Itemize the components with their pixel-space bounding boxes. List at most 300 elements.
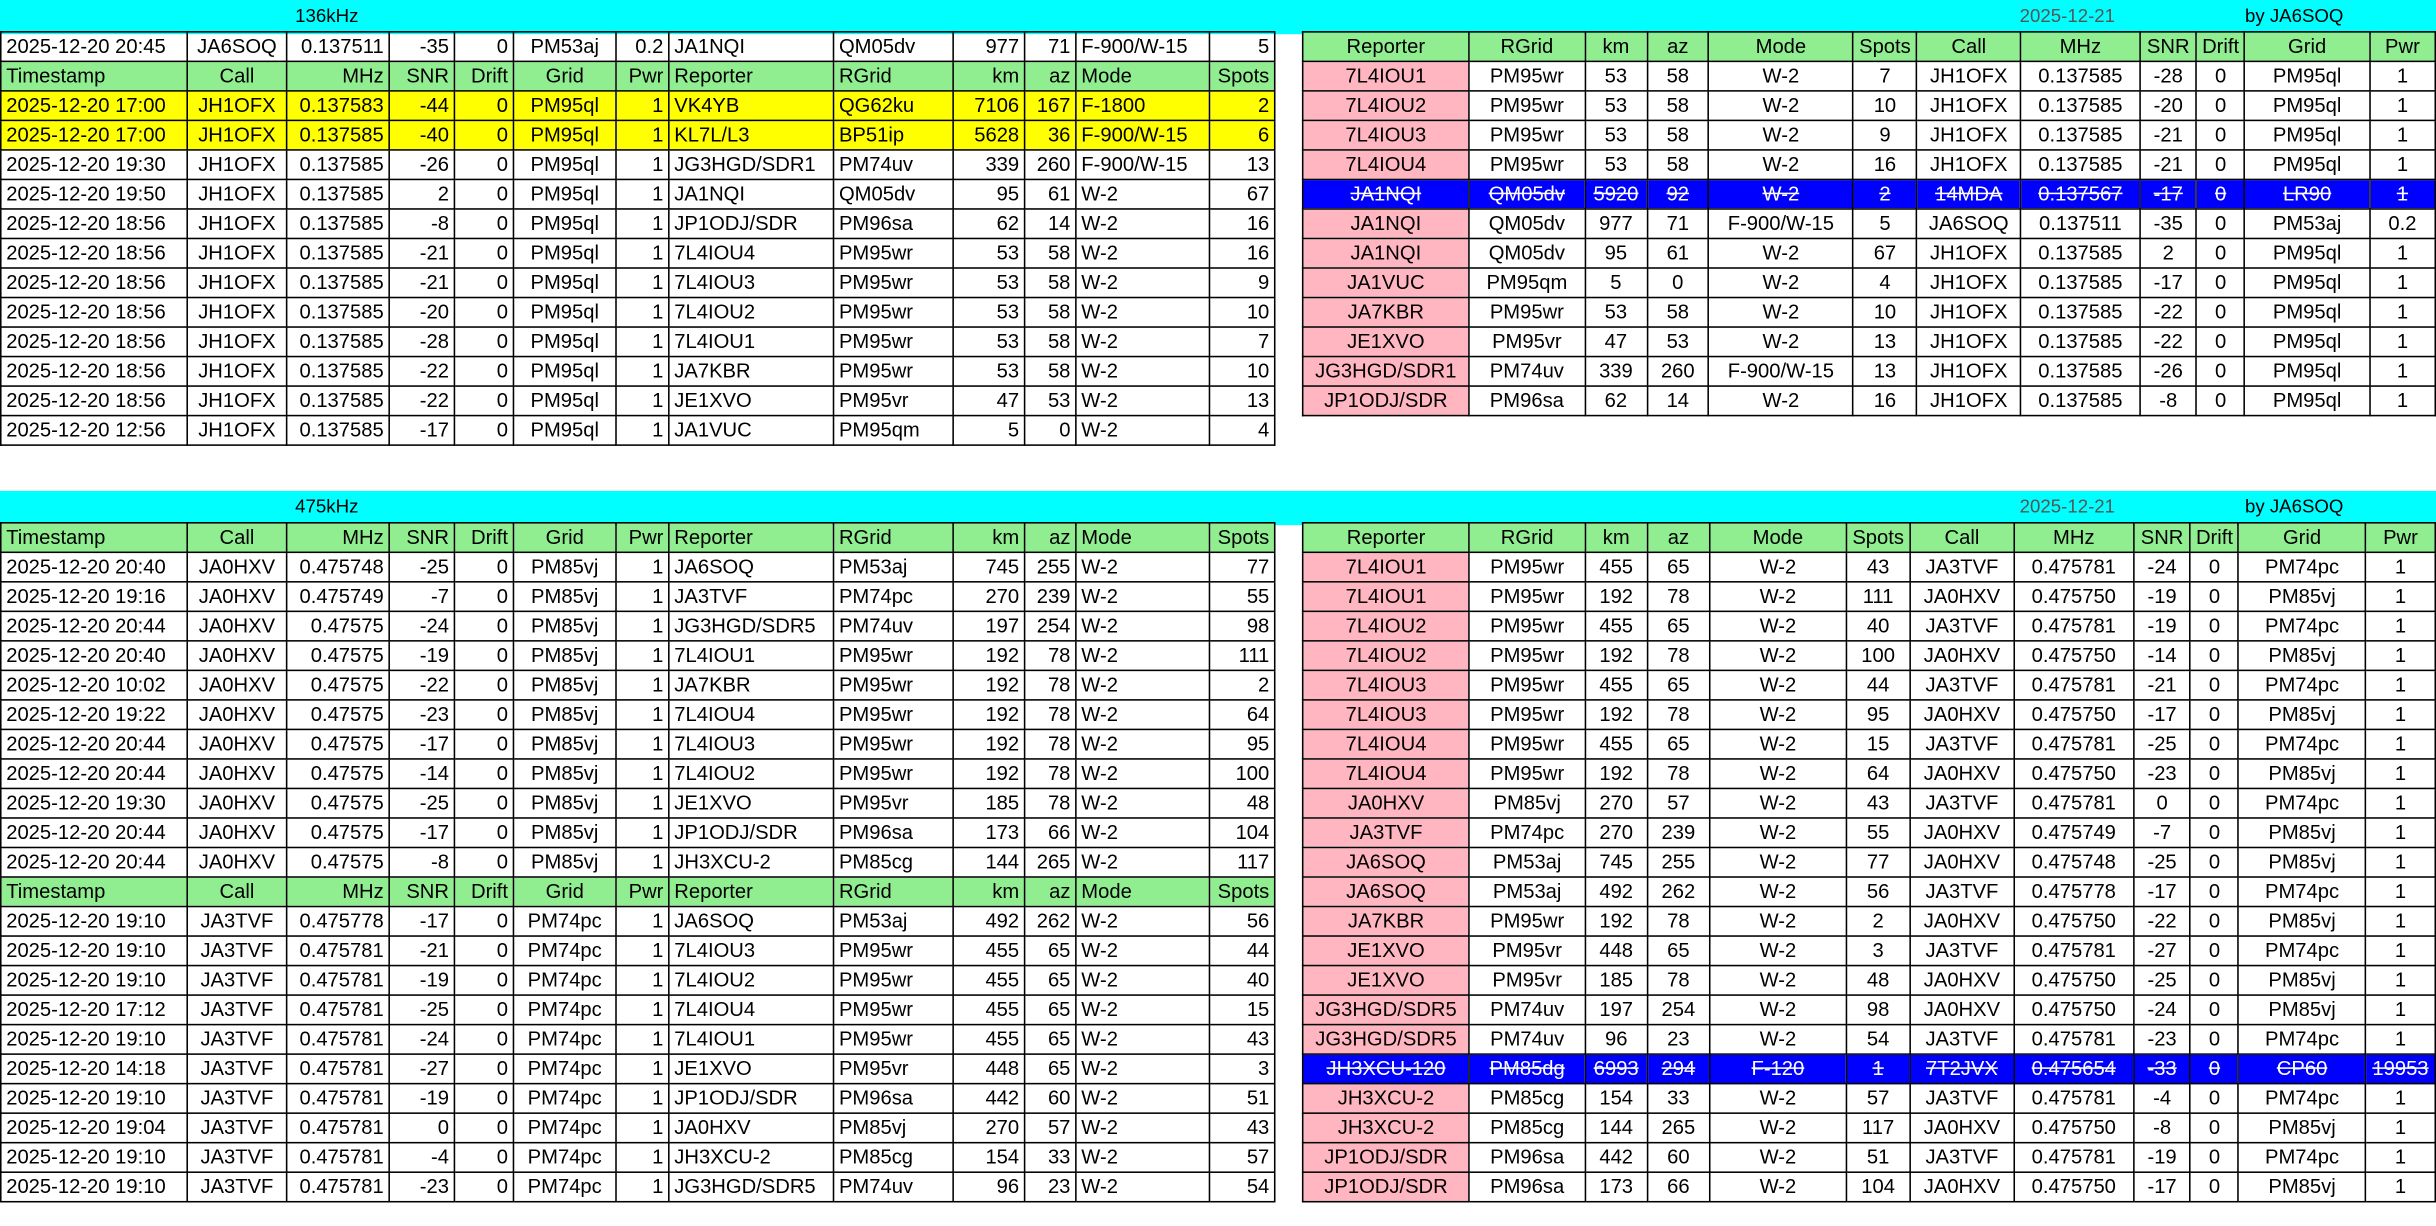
table-cell: 0 (454, 582, 513, 612)
column-header: RGrid (834, 523, 954, 553)
table-row (1303, 298, 2436, 328)
table-cell: 77 (1846, 847, 1910, 877)
table-cell: 0.475781 (287, 1054, 390, 1084)
column-header: az (1025, 523, 1076, 553)
table-cell: 192 (953, 729, 1024, 759)
table-cell: 53 (953, 327, 1024, 357)
table-cell: -20 (2140, 91, 2197, 121)
table-cell: PM95wr (834, 936, 954, 966)
table-cell: 53 (1647, 327, 1709, 357)
table-cell: PM85cg (1469, 1113, 1585, 1143)
table-cell: PM74pc (513, 1143, 616, 1173)
table-cell: -8 (2140, 386, 2197, 416)
table-cell: PM74uv (1469, 357, 1585, 387)
table-cell: PM85vj (513, 611, 616, 641)
table-cell: 0.475781 (2014, 1084, 2134, 1114)
table-cell: 1 (616, 670, 669, 700)
table-cell: 66 (1647, 1172, 1709, 1202)
table-cell: JH1OFX (1917, 61, 2021, 91)
table-cell: PM53aj (1469, 847, 1585, 877)
table-cell: 57 (1025, 1113, 1076, 1143)
table-cell: 78 (1647, 582, 1709, 612)
header-row (1303, 32, 2436, 62)
table-cell: 47 (953, 386, 1024, 416)
table-cell: JH1OFX (1917, 120, 2021, 150)
table-cell: 10 (1209, 298, 1274, 328)
table-cell: 7106 (953, 91, 1024, 121)
table-row (1303, 611, 2436, 641)
table-cell: 55 (1209, 582, 1274, 612)
table-cell: PM85vj (2238, 700, 2365, 730)
table-cell: -35 (389, 32, 454, 62)
table-cell: 270 (1585, 788, 1647, 818)
table-cell: 9 (1853, 120, 1916, 150)
table-cell: 0.137585 (2021, 91, 2140, 121)
table-cell: 62 (1585, 386, 1647, 416)
table-row (1303, 552, 2436, 582)
table-cell: JA1NQI (669, 179, 834, 209)
table-cell: W-2 (1709, 670, 1846, 700)
table-cell: 1 (2366, 552, 2436, 582)
table-cell: PM74pc (2238, 1025, 2365, 1055)
table-cell: 77 (1209, 552, 1274, 582)
table-cell: PM95vr (1469, 936, 1585, 966)
table-cell: 492 (953, 907, 1024, 937)
table-cell: 1 (2366, 1025, 2436, 1055)
table-cell: -24 (2134, 552, 2191, 582)
table-cell: 0 (454, 611, 513, 641)
table-cell: JA0HXV (1910, 582, 2014, 612)
table-cell: 78 (1647, 966, 1709, 996)
table-cell: 0.475781 (287, 936, 390, 966)
table-cell: 43 (1209, 1113, 1274, 1143)
table-cell: 0.475781 (287, 1172, 390, 1202)
table-cell: 0 (454, 552, 513, 582)
table-cell: 95 (1585, 238, 1647, 268)
column-header: Timestamp (1, 877, 187, 907)
table-cell: 2025-12-20 20:44 (1, 818, 187, 848)
table-cell: JE1XVO (669, 788, 834, 818)
table-cell: 2025-12-20 19:50 (1, 179, 187, 209)
table-cell: 57 (1846, 1084, 1910, 1114)
table-cell: PM95wr (1469, 729, 1585, 759)
table-cell: PM85vj (513, 582, 616, 612)
table-cell: W-2 (1709, 150, 1854, 180)
table-cell: 0 (2191, 788, 2239, 818)
table-cell: W-2 (1076, 357, 1210, 387)
column-header: Pwr (616, 523, 669, 553)
table-cell: 0 (454, 936, 513, 966)
table-cell: W-2 (1709, 1113, 1846, 1143)
table-cell: JG3HGD/SDR1 (669, 150, 834, 180)
column-header: km (953, 877, 1024, 907)
table-cell: PM74pc (2238, 936, 2365, 966)
table-row (1, 1054, 1275, 1084)
table-cell: 0 (2191, 966, 2239, 996)
table-cell: 65 (1647, 552, 1709, 582)
table-cell: 1 (2370, 91, 2436, 121)
table-cell: PM95ql (513, 238, 616, 268)
table-cell: JA3TVF (1910, 1084, 2014, 1114)
table-cell: W-2 (1076, 1143, 1210, 1173)
table-cell: QM05dv (834, 179, 954, 209)
table-cell: PM95ql (2245, 327, 2370, 357)
table-cell: PM95qm (834, 416, 954, 446)
table-cell: 98 (1209, 611, 1274, 641)
table-cell: 154 (1585, 1084, 1647, 1114)
table-cell: -27 (2134, 936, 2191, 966)
table-cell: 1 (2370, 120, 2436, 150)
table-cell: 16 (1209, 238, 1274, 268)
column-header: Grid (513, 61, 616, 91)
table-cell: 1 (616, 611, 669, 641)
table-cell: 5 (953, 416, 1024, 446)
table-cell: 53 (953, 238, 1024, 268)
table-cell: PM95vr (834, 788, 954, 818)
table-cell: 51 (1846, 1143, 1910, 1173)
table-cell: 1 (616, 357, 669, 387)
table-cell: 65 (1025, 1025, 1076, 1055)
table-row (1303, 61, 2436, 91)
table-cell: PM85cg (834, 847, 954, 877)
table-row (1, 209, 1275, 239)
column-header: az (1025, 61, 1076, 91)
table-row (1303, 995, 2436, 1025)
table-cell: 192 (953, 670, 1024, 700)
table-cell: 1 (2366, 729, 2436, 759)
table-cell: 58 (1647, 150, 1709, 180)
table-cell: 0 (2191, 1084, 2239, 1114)
table-cell: 0.475778 (2014, 877, 2134, 907)
report-author: by JA6SOQ (2244, 495, 2344, 518)
table-cell: 260 (1647, 357, 1709, 387)
table-cell: 7L4IOU3 (1303, 700, 1470, 730)
table-cell: 0 (2191, 936, 2239, 966)
table-cell: JA3TVF (187, 1172, 286, 1202)
table-cell: PM85vj (513, 788, 616, 818)
table-cell: JA3TVF (187, 1054, 286, 1084)
table-cell: 117 (1846, 1113, 1910, 1143)
table-cell: 0 (454, 1054, 513, 1084)
table-cell: 33 (1025, 1143, 1076, 1173)
table-cell: 53 (1585, 61, 1647, 91)
table-cell: 78 (1025, 700, 1076, 730)
table-cell: 7L4IOU2 (669, 966, 834, 996)
table-row (1303, 386, 2436, 416)
table-cell: 0.47575 (287, 700, 390, 730)
table-cell: 1 (616, 1054, 669, 1084)
table-row (1, 995, 1275, 1025)
table-cell: PM74pc (513, 1054, 616, 1084)
table-cell: 43 (1846, 552, 1910, 582)
table-cell: W-2 (1709, 1025, 1846, 1055)
table-cell: 71 (1025, 32, 1076, 62)
table-cell: JA0HXV (1910, 700, 2014, 730)
table-cell: 58 (1647, 91, 1709, 121)
table-cell: 0.2 (2370, 209, 2436, 239)
table-cell: -21 (389, 238, 454, 268)
report-date: 2025-12-21 (2019, 495, 2116, 518)
table-row (1303, 936, 2436, 966)
column-header: Call (1910, 523, 2014, 553)
table-cell: 455 (1585, 670, 1647, 700)
table-cell: JA6SOQ (1303, 877, 1470, 907)
column-header: MHz (287, 523, 390, 553)
table-cell: 104 (1209, 818, 1274, 848)
column-header: Mode (1076, 61, 1210, 91)
table-cell: PM85vj (1469, 788, 1585, 818)
table-cell: PM95ql (2245, 238, 2370, 268)
table-cell: JP1ODJ/SDR (669, 1084, 834, 1114)
table-cell: W-2 (1076, 298, 1210, 328)
table-cell: 54 (1846, 1025, 1910, 1055)
table-cell: -25 (389, 788, 454, 818)
table-cell: 442 (953, 1084, 1024, 1114)
table-cell: JP1ODJ/SDR (1303, 1172, 1470, 1202)
table-cell: 96 (953, 1172, 1024, 1202)
table-cell: 3 (1209, 1054, 1274, 1084)
table-row (1, 582, 1275, 612)
table-cell: 0.137585 (2021, 268, 2140, 298)
table-cell: JH1OFX (1917, 238, 2021, 268)
table-cell: -28 (2140, 61, 2197, 91)
table-cell: 53 (1585, 150, 1647, 180)
table-cell: -19 (2134, 582, 2191, 612)
table-cell: 0.137585 (287, 298, 390, 328)
table-cell: 2025-12-20 18:56 (1, 268, 187, 298)
column-header: Mode (1709, 523, 1846, 553)
column-header: SNR (389, 61, 454, 91)
table-cell: W-2 (1076, 936, 1210, 966)
table-cell: 0.137585 (287, 268, 390, 298)
table-cell: 0 (454, 759, 513, 789)
table-cell: 977 (1585, 209, 1647, 239)
table-cell: 1 (2366, 1172, 2436, 1202)
table-cell: F-900/W-15 (1709, 357, 1854, 387)
table-cell: 7L4IOU1 (1303, 552, 1470, 582)
table-cell: 111 (1209, 641, 1274, 671)
table-cell: 0 (454, 209, 513, 239)
table-cell: PM95wr (1469, 907, 1585, 937)
table-cell: 7L4IOU4 (669, 238, 834, 268)
table-cell: 455 (953, 1025, 1024, 1055)
table-cell: F-120 (1709, 1054, 1846, 1084)
table-cell: 0 (454, 670, 513, 700)
table-cell: -20 (389, 298, 454, 328)
table-row (1303, 582, 2436, 612)
column-header: Reporter (669, 523, 834, 553)
table-cell: 33 (1647, 1084, 1709, 1114)
table-cell: JA0HXV (1910, 641, 2014, 671)
table-cell: 10 (1853, 91, 1916, 121)
table-cell: -19 (389, 966, 454, 996)
table-cell: W-2 (1076, 582, 1210, 612)
table-cell: JA3TVF (669, 582, 834, 612)
table-cell: PM85cg (834, 1143, 954, 1173)
table-cell: JA3TVF (1910, 788, 2014, 818)
table-cell: 53 (1585, 91, 1647, 121)
table-row (1303, 818, 2436, 848)
table-cell: W-2 (1709, 268, 1854, 298)
table-cell: 2025-12-20 18:56 (1, 386, 187, 416)
table-cell: 7L4IOU4 (1303, 150, 1469, 180)
table-cell: -25 (2134, 847, 2191, 877)
table-cell: 13 (1209, 150, 1274, 180)
table-cell: 78 (1025, 729, 1076, 759)
table-cell: W-2 (1076, 386, 1210, 416)
table-cell: 95 (1209, 729, 1274, 759)
table-cell: 7L4IOU1 (669, 327, 834, 357)
table-cell: PM74pc (2238, 1084, 2365, 1114)
table-cell: JA7KBR (1303, 298, 1469, 328)
table-cell: -22 (2134, 907, 2191, 937)
table-cell: 1 (616, 907, 669, 937)
table-cell: JH1OFX (1917, 150, 2021, 180)
table-cell: 111 (1846, 582, 1910, 612)
table-cell: 0.475750 (2014, 966, 2134, 996)
table-cell: 0.137585 (2021, 357, 2140, 387)
table-cell: PM95wr (834, 759, 954, 789)
column-header: km (1585, 32, 1647, 62)
table-cell: 2025-12-20 20:44 (1, 729, 187, 759)
table-cell: 7L4IOU4 (669, 995, 834, 1025)
table-cell: W-2 (1709, 788, 1846, 818)
table-cell: 0 (454, 357, 513, 387)
table-cell: 977 (953, 32, 1024, 62)
table-cell: JA1VUC (669, 416, 834, 446)
table-cell: PM74pc (513, 1113, 616, 1143)
table-cell: 0 (454, 995, 513, 1025)
table-cell: 0 (2191, 759, 2239, 789)
table-cell: JA0HXV (187, 788, 286, 818)
column-header: RGrid (1469, 523, 1585, 553)
table-cell: 2025-12-20 19:10 (1, 907, 187, 937)
table-cell: 262 (1025, 907, 1076, 937)
table-cell: 260 (1025, 150, 1076, 180)
table-cell: JA3TVF (1910, 611, 2014, 641)
column-header: Mode (1076, 877, 1210, 907)
table-cell: 0 (454, 1172, 513, 1202)
table-cell: 1 (616, 700, 669, 730)
table-cell: PM95vr (1469, 327, 1585, 357)
table-cell: -27 (389, 1054, 454, 1084)
table-cell: JA0HXV (187, 700, 286, 730)
table-cell: 1 (616, 936, 669, 966)
column-header: az (1647, 32, 1709, 62)
table-row (1303, 847, 2436, 877)
table-cell: PM85vj (513, 818, 616, 848)
table-cell: 2025-12-20 19:10 (1, 936, 187, 966)
table-cell: JA0HXV (187, 729, 286, 759)
column-header: Reporter (669, 61, 834, 91)
table-cell: -17 (2134, 877, 2191, 907)
table-cell: 58 (1025, 327, 1076, 357)
table-cell: 0.475750 (2014, 641, 2134, 671)
table-cell: 1 (2366, 877, 2436, 907)
table-cell: JH1OFX (187, 91, 286, 121)
table-cell: PM85dg (1469, 1054, 1585, 1084)
table-cell: PM95wr (1469, 611, 1585, 641)
column-header: SNR (389, 523, 454, 553)
table-cell: PM74pc (1469, 818, 1585, 848)
table-cell: 0 (2191, 907, 2239, 937)
table-cell: VK4YB (669, 91, 834, 121)
table-cell: 92 (1647, 179, 1709, 209)
table-cell: -23 (389, 1172, 454, 1202)
table-cell: -22 (389, 357, 454, 387)
table-row (1, 1084, 1275, 1114)
table-cell: 339 (953, 150, 1024, 180)
table-cell: 192 (953, 700, 1024, 730)
table-row (1, 907, 1275, 937)
table-cell: 60 (1025, 1084, 1076, 1114)
table-cell: PM53aj (513, 32, 616, 62)
table-cell: 7T2JVX (1910, 1054, 2014, 1084)
band-header-475khz (0, 491, 2436, 525)
table-cell: PM74pc (513, 1025, 616, 1055)
table-cell: -19 (389, 1084, 454, 1114)
table-cell: -33 (2134, 1054, 2191, 1084)
column-header: az (1647, 523, 1709, 553)
table-cell: QM05dv (834, 32, 954, 62)
table-cell: PM74pc (2238, 877, 2365, 907)
table-cell: 0.137585 (2021, 238, 2140, 268)
table-row (1303, 91, 2436, 121)
table-row (1, 1172, 1275, 1202)
table-cell: 5920 (1585, 179, 1647, 209)
table-cell: PM95ql (513, 91, 616, 121)
table-cell: 2025-12-20 18:56 (1, 298, 187, 328)
table-cell: JA3TVF (1910, 1143, 2014, 1173)
table-cell: 1 (2370, 238, 2436, 268)
table-cell: W-2 (1709, 936, 1846, 966)
table-cell: 16 (1209, 209, 1274, 239)
table-cell: 1 (2370, 327, 2436, 357)
table-cell: 2025-12-20 12:56 (1, 416, 187, 446)
table-row (1303, 1143, 2436, 1173)
table-row (1, 298, 1275, 328)
table-cell: 1 (616, 91, 669, 121)
table-cell: 78 (1025, 788, 1076, 818)
table-cell: JA0HXV (187, 818, 286, 848)
table-cell: W-2 (1076, 700, 1210, 730)
table-cell: 254 (1025, 611, 1076, 641)
table-cell: 7L4IOU3 (1303, 670, 1470, 700)
table-cell: 67 (1853, 238, 1916, 268)
table-cell: PM85vj (513, 759, 616, 789)
table-cell: 7 (1853, 61, 1916, 91)
table-cell: 0.137585 (287, 416, 390, 446)
column-header: Drift (2197, 32, 2245, 62)
table-cell: JH1OFX (187, 416, 286, 446)
table-cell: W-2 (1076, 670, 1210, 700)
column-header: km (1585, 523, 1647, 553)
table-cell: 144 (953, 847, 1024, 877)
table-cell: 339 (1585, 357, 1647, 387)
table-cell: JH1OFX (187, 268, 286, 298)
table-cell: 1 (616, 995, 669, 1025)
table-cell: W-2 (1076, 268, 1210, 298)
table-cell: PM95wr (834, 327, 954, 357)
table-cell: 0.475750 (2014, 995, 2134, 1025)
table-cell: PM85cg (1469, 1084, 1585, 1114)
table-cell: 0.47575 (287, 759, 390, 789)
band-frequency-label: 475kHz (295, 495, 359, 518)
column-header: SNR (2140, 32, 2197, 62)
table-cell: PM74pc (2238, 611, 2365, 641)
table-cell: 53 (953, 357, 1024, 387)
table-cell: 47 (1585, 327, 1647, 357)
